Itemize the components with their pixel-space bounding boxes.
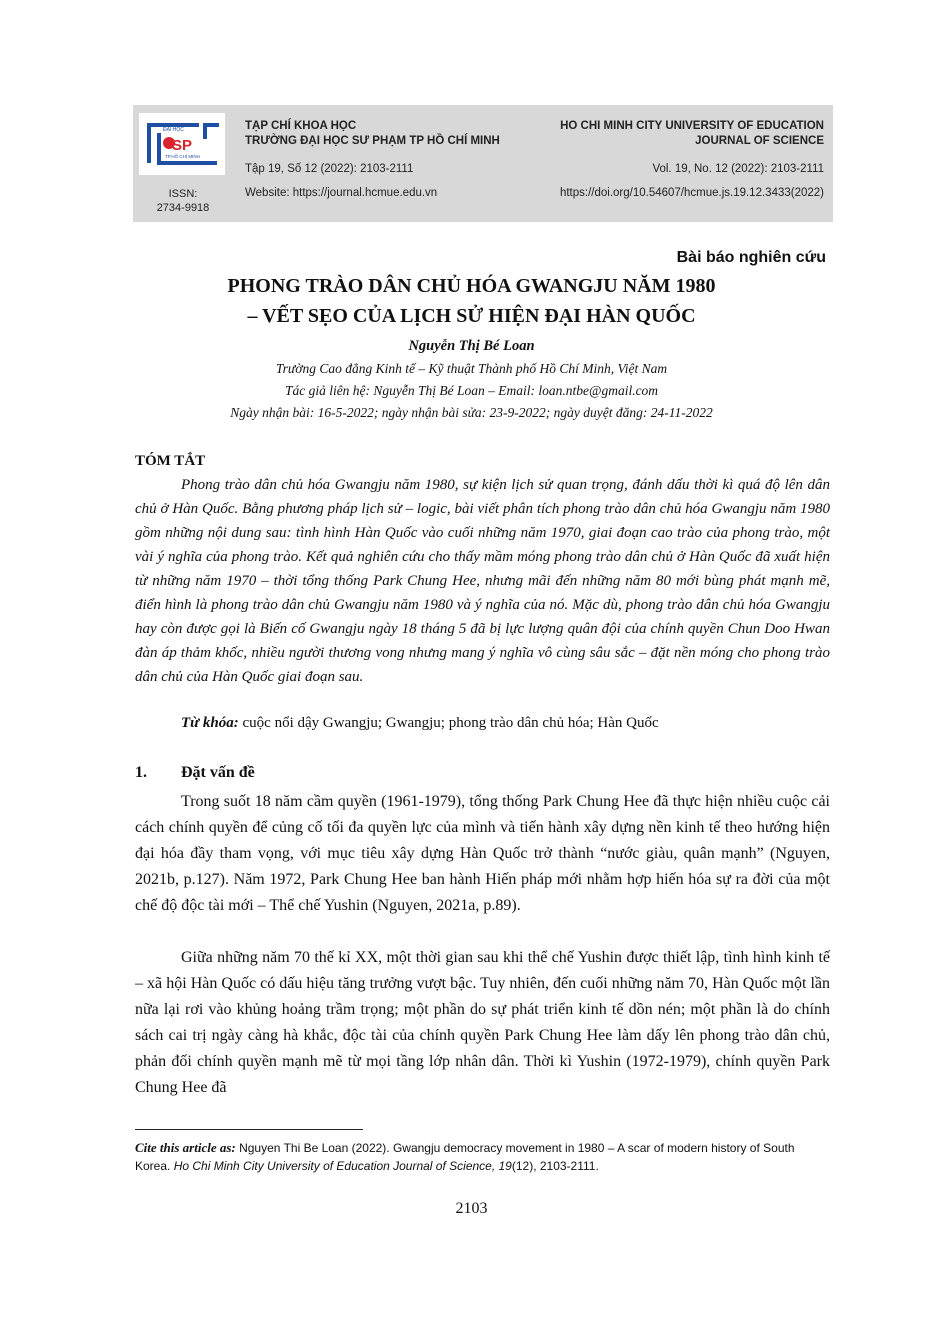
- citation-journal: Ho Chi Minh City University of Education Journal of Science, 19: [173, 1159, 512, 1173]
- body-paragraph-2: Giữa những năm 70 thế kỉ XX, một thời gian sau khi thể chế Yushin được thiết lập, tình hình kinh tế – xã hội Hàn Quốc có dấu hiệu tăng trưởng vượt bậc. Tuy nhiên, đến cuối những năm 70, Hàn Quốc một lần nữa lại rơi vào khủng hoảng trầm trọng; một phần do sự phát triển kinh tế dồn nén; một phần là do chính sách cai trị ngày càng hà khắc, độc tài của chính quyền Park Chung Hee làm dấy lên phong trào dân chủ, phản đối chính quyền mạnh mẽ từ mọi tầng lớp nhân dân. Thời kì Yushin (1972-1979), chính quyền Park Chung Hee đã: [135, 949, 830, 1096]
- title-line1: PHONG TRÀO DÂN CHỦ HÓA GWANGJU NĂM 1980: [227, 275, 716, 297]
- issn-block: [133, 187, 233, 215]
- citation-text: Nguyen Thi Be Loan (2022). Gwangju democracy movement in 1980 – A scar of modern history of South Korea.: [135, 1141, 795, 1173]
- university-logo: [139, 113, 225, 175]
- journal-vn-line2: TRƯỜNG ĐẠI HỌC SƯ PHẠM TP HỒ CHÍ MINH: [245, 135, 500, 147]
- citation-footnote: [135, 1139, 830, 1175]
- logo-text-bottom: TP.HỒ CHÍ MINH: [165, 154, 200, 159]
- author-name: Nguyễn Thị Bé Loan: [408, 338, 535, 354]
- keywords-text: cuộc nổi dậy Gwangju; Gwangju; phong trào dân chủ hóa; Hàn Quốc: [238, 715, 659, 731]
- affiliation: Trường Cao đẳng Kinh tế – Kỹ thuật Thành phố Hồ Chí Minh, Việt Nam: [275, 361, 668, 376]
- logo-area: [133, 105, 233, 222]
- section-title: Đặt vấn đề: [181, 764, 255, 781]
- section-heading: [135, 764, 255, 782]
- logo-text-top: ĐẠI HỌC: [163, 127, 184, 133]
- article-type: Bài báo nghiên cứu: [676, 249, 826, 266]
- dates-line: Ngày nhận bài: 16-5-2022; ngày nhận bài sửa: 23-9-2022; ngày duyệt đăng: 24-11-2022: [230, 405, 713, 420]
- keywords-line: [181, 715, 659, 732]
- section-number: 1.: [135, 764, 147, 781]
- issn-label: ISSN:: [168, 188, 198, 200]
- journal-en-line1: HO CHI MINH CITY UNIVERSITY OF EDUCATION: [560, 120, 824, 132]
- citation-pages: (12), 2103-2111.: [511, 1159, 599, 1173]
- citation-label: Cite this article as:: [135, 1140, 236, 1155]
- title-line2: – VẾT SẸO CỦA LỊCH SỬ HIỆN ĐẠI HÀN QUỐC: [247, 305, 696, 327]
- contact-line: Tác giả liên hệ: Nguyễn Thị Bé Loan – Email: loan.ntbe@gmail.com: [284, 383, 659, 398]
- abstract-text: Phong trào dân chủ hóa Gwangju năm 1980, sự kiện lịch sử quan trọng, đánh dấu thời kì quá độ lên dân chủ ở Hàn Quốc. Bằng phương pháp lịch sử – logic, bài viết phân tích phong trào dân chủ hóa Gwangju năm 1980 gồm những nội dung sau: tình hình Hàn Quốc vào cuối những năm 1970, giai đoạn cao trào của phong trào, một vài ý nghĩa của phong trào. Kết quả nghiên cứu cho thấy mầm móng phong trào dân chủ ở Hàn Quốc đã xuất hiện từ những năm 1970 – thời tổng thống Park Chung Hee, nhưng mãi đến những năm 80 mới bùng phát mạnh mẽ, điển hình là phong trào dân chủ Gwangju năm 1980 và ý nghĩa của nó. Mặc dù, phong trào dân chủ hóa Gwangju hay còn được gọi là Biến cố Gwangju ngày 18 tháng 5 đã bị lực lượng quân đội của chính quyền Chun Doo Hwan đàn áp thảm khốc, nhiều người thương vong nhưng mang ý nghĩa vô cùng sâu sắc – đặt nền móng cho phong trào dân chủ của Hàn Quốc giai đoạn sau.: [135, 477, 830, 685]
- website-link[interactable]: Website: https://journal.hcmue.edu.vn: [245, 187, 438, 199]
- journal-header: [133, 105, 833, 222]
- abstract-heading: TÓM TẮT: [135, 453, 206, 469]
- volume-en: Vol. 19, No. 12 (2022): 2103-2111: [652, 163, 824, 175]
- journal-en-line2: JOURNAL OF SCIENCE: [695, 135, 824, 147]
- doi-link[interactable]: https://doi.org/10.54607/hcmue.js.19.12.3433(2022): [559, 187, 824, 199]
- body-paragraph-1: Trong suốt 18 năm cầm quyền (1961-1979), tổng thống Park Chung Hee đã thực hiện nhiều cuộc cải cách chính quyền để củng cố tối đa quyền lực của mình và tiến hành xây dựng nền kinh tế theo hướng hiện đại hóa đầy tham vọng, với mục tiêu xây dựng Hàn Quốc trở thành “nước giàu, quân mạnh” (Nguyen, 2021b, p.127). Năm 1972, Park Chung Hee ban hành Hiến pháp mới nhằm hợp hiến hóa sự ra đời của một chế độ độc tài mới – Thể chế Yushin (Nguyen, 2021a, p.89).: [135, 793, 830, 914]
- journal-vn-line1: TẠP CHÍ KHOA HỌC: [245, 120, 357, 132]
- keywords-label: Từ khóa:: [181, 715, 239, 731]
- page-number: 2103: [455, 1200, 488, 1217]
- footnote-divider: [135, 1129, 363, 1130]
- volume-vn: Tập 19, Số 12 (2022): 2103-2111: [245, 163, 414, 175]
- issn-number: 2734-9918: [156, 202, 210, 214]
- logo-text-main: SP: [172, 137, 193, 154]
